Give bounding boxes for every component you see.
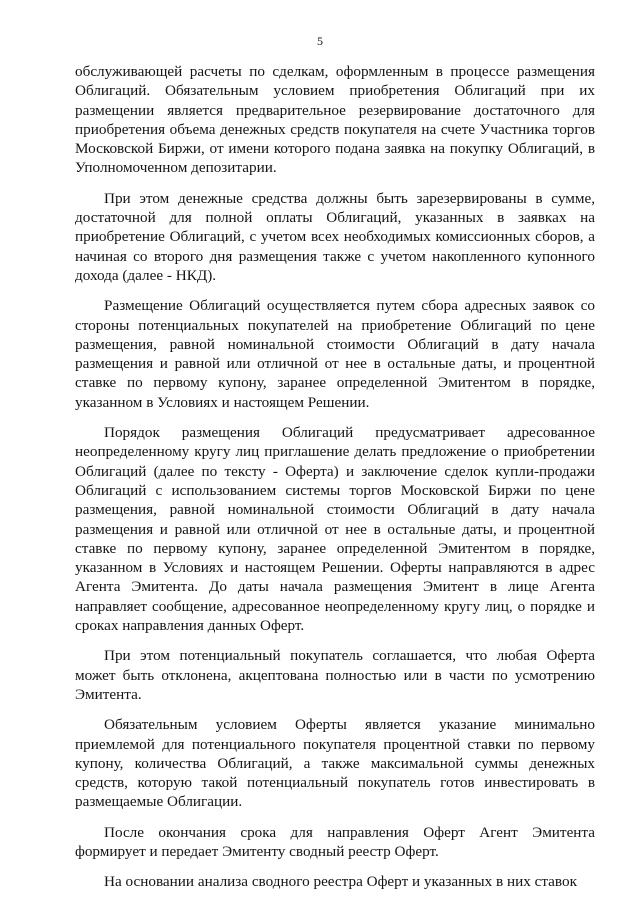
page-number: 5 [317,34,323,48]
paragraph-offer-registry: После окончания срока для направления Оферт Агент Эмитента формирует и передает Эмитенту сводный реестр Оферт. [75,823,595,860]
document-body [75,62,595,892]
paragraph-placement-procedure: Порядок размещения Облигаций предусматривает адресованное неопределенному кругу лиц приглашение делать предложение о приобретении Облигаций (далее по тексту - Оферта) и заключение сделок купли-продажи Облигаций с использованием системы торгов Московской Биржи по цене размещения, равной номинальной стоимости Облигаций в дату начала размещения и равной или отличной от нее в остальные даты, и процентной ставке по первому купону, заранее определенной Эмитентом в порядке, указанном в Условиях и настоящем Решении. Оферты направляются в адрес Агента Эмитента. До даты начала размещения Эмитент в лице Агента направляет сообщение, адресованное неопределенному кругу лиц, о порядке и сроках направления данных Оферт. [75,424,595,635]
paragraph-funds-reservation: При этом денежные средства должны быть зарезервированы в сумме, достаточной для полной оплаты Облигаций, указанных в заявках на приобретение Облигаций, с учетом всех необходимых комиссионных сборов, а начиная со второго дня размещения также с учетом накопленного купонного дохода (далее - НКД). [75,189,595,284]
paragraph-continuation: обслуживающей расчеты по сделкам, оформленным в процессе размещения Облигаций. Обязательным условием приобретения Облигаций при их размещении является предварительное резервирование достаточного для приобретения объема денежных средств покупателя на счете Участника торгов Московской Биржи, от имени которого подана заявка на покупку Облигаций, в Уполномоченном депозитарии. [75,63,595,177]
paragraph-registry-analysis: На основании анализа сводного реестра Оферт и указанных в них ставок [104,873,577,891]
paragraph-placement-method: Размещение Облигаций осуществляется путем сбора адресных заявок со стороны потенциальных покупателей на приобретение Облигаций по цене размещения, равной номинальной стоимости Облигаций в дату начала размещения и равной или отличной от нее в остальные даты, и процентной ставке по первому купону, заранее определенной Эмитентом в порядке, указанном в Условиях и настоящем Решении. [75,297,595,411]
paragraph-offer-acceptance: При этом потенциальный покупатель соглашается, что любая Оферта может быть отклонена, акцептована полностью или в части по усмотрению Эмитента. [75,647,595,703]
paragraph-offer-condition: Обязательным условием Оферты является указание минимально приемлемой для потенциального покупателя процентной ставки по первому купону, количества Облигаций, а также максимальной суммы денежных средств, которую такой потенциальный покупатель готов инвестировать в размещаемые Облигации. [75,716,595,811]
